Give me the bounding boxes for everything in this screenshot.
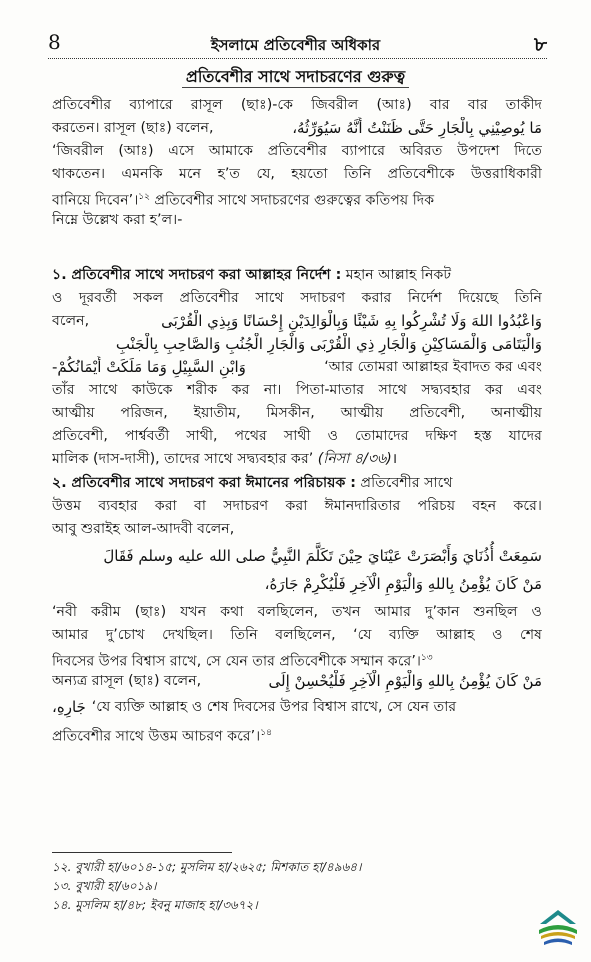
point-line — [52, 647, 542, 670]
point-heading: ২. প্রতিবেশীর সাথে সদাচরণ করা ঈমানের পরিচায়ক : — [52, 475, 356, 491]
footnote-item: ১৪. মুসলিম হা/৪৮; ইবনু মাজাহ হা/৩৬৭২। — [52, 898, 258, 912]
footnote-ref: ১২ — [138, 192, 150, 202]
running-title: ইসলামে প্রতিবেশীর অধিকার — [210, 36, 381, 54]
arabic-hadith: مَنْ كَانَ يُؤْمِنُ بِاللهِ وَالْيَوْمِ الْآخِرِ فَلْيُكْرِمْ جَارَهُ، — [264, 575, 542, 593]
intro-line — [52, 186, 542, 209]
arabic-verse: وَابْنِ السَّبِيْلِ وَمَا مَلَكَتْ أَيْمَانُكُمْ- — [52, 358, 246, 376]
footnote-ref: ১৩ — [420, 653, 433, 663]
intro-line: থাকতেন। এমনকি মনে হ’ত যে, হয়তো তিনি প্রতিবেশীকে উত্তরাধিকারী — [52, 166, 542, 182]
footnote-item: ১২. বুখারী হা/৬০১৪-১৫; মুসলিম হা/২৬২৫; মিশকাত হা/৪৯৬৪। — [52, 860, 362, 874]
point-line: তাঁর সাথে কাউকে শরীক কর না। পিতা-মাতার সাথে সদ্ব্যবহার কর এবং — [52, 382, 542, 398]
logo-roof — [540, 910, 576, 924]
arabic-verse: وَالْيَتَامَى وَالْمَسَاكِيْنِ وَالْجَارِ ذِي الْقُرْبَى وَالْجَارِ الْجُنُبِ وَالصَّاحِبِ بِالْجَنْبِ — [115, 335, 542, 353]
footnote-item: ১৩. বুখারী হা/৬০১৯। — [52, 879, 157, 893]
intro-line — [52, 117, 542, 140]
point-text: প্রতিবেশীর সাথে উত্তম আচরণ করে’। — [52, 728, 261, 745]
point-line: আত্মীয় পরিজন, ইয়াতীম, মিসকীন, আত্মীয় প্রতিবেশী, অনাত্মীয় — [52, 405, 542, 421]
point-line: আবু শুরাইহ আল-আদবী বলেন, — [52, 521, 235, 537]
logo-wave-blue — [544, 939, 572, 946]
arabic-hadith: مَنْ كَانَ يُؤْمِنُ بِاللهِ وَالْيَوْمِ الْآخِرِ فَلْيُحْسِنْ إِلَى — [268, 672, 542, 690]
arabic-verse: وَاعْبُدُوا اللهَ وَلَا تُشْرِكُوا بِهِ شَيْئًا وَبِالْوَالِدَيْنِ إِحْسَانًا وَبِذِي الْقُرْبَى — [161, 312, 542, 330]
point-text: ‘আর তোমরা আল্লাহর ইবাদত কর এবং — [324, 359, 542, 375]
intro-paragraph — [52, 94, 542, 232]
logo-wave-gold — [541, 932, 575, 939]
point-2 — [52, 472, 542, 745]
intro-text: প্রতিবেশীর সাথে সদাচরণের গুরুত্বের কতিপয় দিক — [149, 192, 435, 209]
footnote-ref: ১৪ — [260, 728, 272, 738]
section-title-text: প্রতিবেশীর সাথে সদাচরণের গুরুত্ব — [182, 67, 409, 88]
point-line — [52, 356, 542, 379]
point-line — [52, 448, 542, 471]
point-line — [52, 310, 542, 333]
point-line: ও দূরবর্তী সকল প্রতিবেশীর সাথে সদাচরণ করার নির্দেশ দিয়েছে তিনি — [52, 290, 542, 306]
intro-text: বানিয়ে দিবেন’। — [52, 192, 139, 209]
footnotes — [52, 858, 361, 915]
arabic-hadith: سَمِعَتْ أُذُنَايَ وَأَبْصَرَتْ عَيْنَايَ حِيْنَ تَكَلَّمَ النَّبِيُّ صلى الله عليه وسلم فَقَالَ — [103, 547, 542, 565]
header-divider — [48, 58, 547, 59]
point-text: । — [391, 451, 398, 467]
right-page-number: ৮ — [534, 32, 547, 56]
point-text: মহান আল্লাহ নিকট — [341, 267, 452, 283]
point-text: প্রতিবেশীর সাথে — [355, 475, 453, 491]
intro-line: ‘জিবরীল (আঃ) এসে আমাকে প্রতিবেশীর ব্যাপারে অবিরত উপদেশ দিতে — [52, 143, 542, 159]
arabic-hadith: جَارِهِ، — [52, 698, 86, 716]
point-line: ‘নবী করীম (ছাঃ) যখন কথা বলছিলেন, তখন আমার দু’কান শুনছিল ও — [52, 604, 542, 620]
point-line — [52, 264, 542, 287]
point-heading: ১. প্রতিবেশীর সাথে সদাচরণ করা আল্লাহর নির্দেশ : — [52, 267, 342, 283]
point-text: বলেন, — [52, 313, 90, 329]
point-1 — [52, 264, 542, 471]
point-line: উত্তম ব্যবহার করা বা সদাচরণ করা ঈমানদারিতার পরিচয় বহন করে। — [52, 498, 542, 514]
publisher-logo-icon — [536, 904, 580, 952]
intro-line: প্রতিবেশীর ব্যাপারে রাসূল (ছাঃ)-কে জিবরীল (আঃ) বার বার তাকীদ — [52, 97, 542, 113]
point-line — [52, 696, 542, 722]
point-text: অন্যত্র রাসূল (ছাঃ) বলেন, — [52, 673, 202, 689]
point-text: ‘যে ব্যক্তি আল্লাহ ও শেষ দিবসের উপর বিশ্বাস রাখে, সে যেন তার — [91, 699, 457, 715]
point-text: মালিক (দাস-দাসী), তাদের সাথে সদ্ব্যবহার কর’ — [52, 451, 318, 467]
intro-line: নিম্নে উল্লেখ করা হ’ল।- — [52, 212, 183, 228]
point-text: দিবসের উপর বিশ্বাস রাখে, সে যেন তার প্রতিবেশীকে সম্মান করে’। — [52, 653, 421, 670]
arabic-hadith: مَا يُوصِيْنِي بِالْجَارِ حَتَّى ظَنَنْتُ أَنَّهُ سَيُوَرِّثُهُ، — [292, 119, 542, 137]
point-line — [52, 472, 542, 495]
point-line — [52, 670, 542, 696]
section-title — [0, 64, 591, 91]
intro-line-bn: করতেন। রাসূল (ছাঃ) বলেন, — [52, 120, 214, 136]
left-page-number: 8 — [48, 30, 61, 54]
quran-reference: (নিসা ৪/৩৬) — [317, 451, 392, 467]
point-line — [52, 722, 542, 745]
footnote-divider — [52, 852, 232, 853]
point-line: প্রতিবেশী, পার্শ্ববর্তী সাথী, পথের সাথী ও তোমাদের দক্ষিণ হস্ত যাদের — [52, 428, 542, 444]
point-line: আমার দু’চোখ দেখছিল। তিনি বলছিলেন, ‘যে ব্যক্তি আল্লাহ ও শেষ — [52, 627, 542, 643]
